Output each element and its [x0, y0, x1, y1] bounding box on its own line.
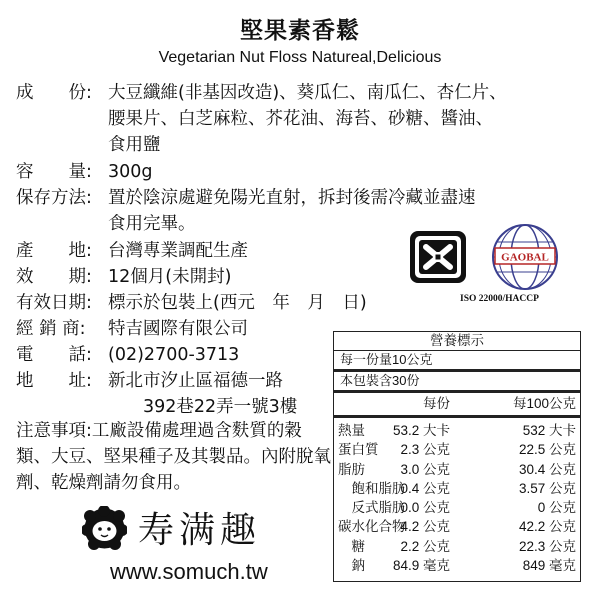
per-100g-value: 22.5 公克 — [518, 442, 576, 458]
ingredients-label: 成 份: — [16, 83, 92, 103]
iso-label: ISO 22000/HACCP — [460, 294, 539, 304]
address-line-1: 新北市汐止區福德一路 — [108, 371, 283, 391]
nutrition-row — [334, 556, 580, 575]
gaobal-globe-icon — [490, 222, 560, 292]
servings-per-pack: 本包裝含30份 — [340, 373, 420, 388]
storage-label: 保存方法: — [16, 188, 92, 208]
nutrient-name: 熱量 — [338, 423, 365, 438]
nutrient-name: 飽和脂肪 — [338, 480, 406, 496]
ingredients-line-1: 大豆纖維(非基因改造)、葵瓜仁、南瓜仁、杏仁片、 — [108, 83, 507, 103]
net-label: 容 量: — [16, 162, 92, 182]
per-serving-value: 3.0 公克 — [400, 461, 450, 477]
origin-value: 台灣專業調配生產 — [108, 241, 248, 261]
per-100g-value: 22.3 公克 — [518, 538, 576, 554]
phone-label: 電 話: — [16, 345, 92, 365]
per-serving-value: 53.2 大卡 — [392, 423, 450, 438]
per-100g-value: 849 毫克 — [522, 558, 576, 574]
ingredients-line-2: 腰果片、白芝麻粒、芥花油、海苔、砂糖、醬油、 — [108, 109, 493, 129]
origin-label: 產 地: — [16, 241, 92, 261]
nutrient-name: 碳水化合物 — [338, 519, 406, 535]
storage-line-2: 食用完畢。 — [108, 214, 196, 234]
per-100g-value: 3.57 公克 — [518, 480, 576, 496]
per-serving-value: 84.9 毫克 — [392, 558, 450, 574]
nutrient-name: 蛋白質 — [338, 442, 379, 458]
product-subtitle: Vegetarian Nut Floss Natureal,Delicious — [158, 49, 442, 66]
storage-line-1: 置於陰涼處避免陽光直射，拆封後需冷藏並盡速 — [108, 188, 476, 208]
notice-text: 工廠設備處理過含麩質的穀類、大豆、堅果種子及其製品。內附脫氧劑、乾燥劑請勿食用。 — [16, 421, 331, 493]
nutrition-row — [334, 479, 580, 498]
sheep-logo-icon — [82, 506, 127, 551]
nutrient-name: 反式脂肪 — [338, 500, 406, 516]
per-100g-value: 30.4 公克 — [518, 461, 576, 477]
per-serving-value: 4.2 公克 — [400, 519, 450, 535]
distributor-label: 經 銷 商: — [16, 319, 86, 339]
ingredients-line-3: 食用鹽 — [108, 135, 161, 155]
nutrition-row — [334, 537, 580, 556]
per-100g-value: 42.2 公克 — [518, 519, 576, 535]
per-100g-value: 532 大卡 — [522, 423, 576, 438]
nutrition-row — [334, 498, 580, 517]
gaobal-text: GAOBAL — [501, 251, 549, 264]
nutrition-row — [334, 421, 580, 440]
shelf-value: 12個月(未開封) — [108, 267, 232, 287]
notice-label: 注意事項: — [16, 421, 92, 441]
nutrition-rows — [334, 418, 580, 575]
per-serving-value: 0.4 公克 — [400, 480, 450, 496]
nutrient-name: 鈉 — [338, 558, 365, 574]
expiry-label: 有效日期: — [16, 293, 92, 313]
address-line-2: 392巷22弄一號3樓 — [143, 397, 298, 417]
serving-size: 每一份量10公克 — [334, 351, 580, 372]
expiry-value: 標示於包裝上(西元 年 月 日) — [108, 293, 367, 313]
notice-block — [16, 418, 332, 496]
nutrition-row — [334, 517, 580, 536]
per-serving-value: 2.2 公克 — [400, 538, 450, 554]
net-value: 300g — [108, 162, 153, 182]
shelf-label: 效 期: — [16, 267, 92, 287]
recycle-mark-icon — [410, 231, 466, 283]
product-title: 堅果素香鬆 — [240, 18, 360, 44]
brand-name: 寿满趣 — [138, 510, 262, 551]
per-serving-value: 0.0 公克 — [400, 500, 450, 516]
per-100g-value: 0 公克 — [537, 500, 576, 516]
col-per-100g: 每100公克 — [512, 396, 576, 411]
nutrition-row — [334, 440, 580, 459]
col-per-serving: 每份 — [423, 396, 450, 411]
per-serving-value: 2.3 公克 — [400, 442, 450, 458]
phone-value: (02)2700-3713 — [108, 345, 240, 365]
nutrition-header: 營養標示 — [334, 332, 580, 351]
distributor-value: 特吉國際有限公司 — [108, 319, 248, 339]
nutrition-columns — [334, 393, 580, 418]
nutrition-panel — [333, 331, 581, 582]
nutrient-name: 脂肪 — [338, 461, 365, 477]
brand-url[interactable]: www.somuch.tw — [110, 559, 268, 584]
address-label: 地 址: — [16, 371, 92, 391]
nutrition-row — [334, 460, 580, 479]
nutrient-name: 糖 — [338, 538, 365, 554]
